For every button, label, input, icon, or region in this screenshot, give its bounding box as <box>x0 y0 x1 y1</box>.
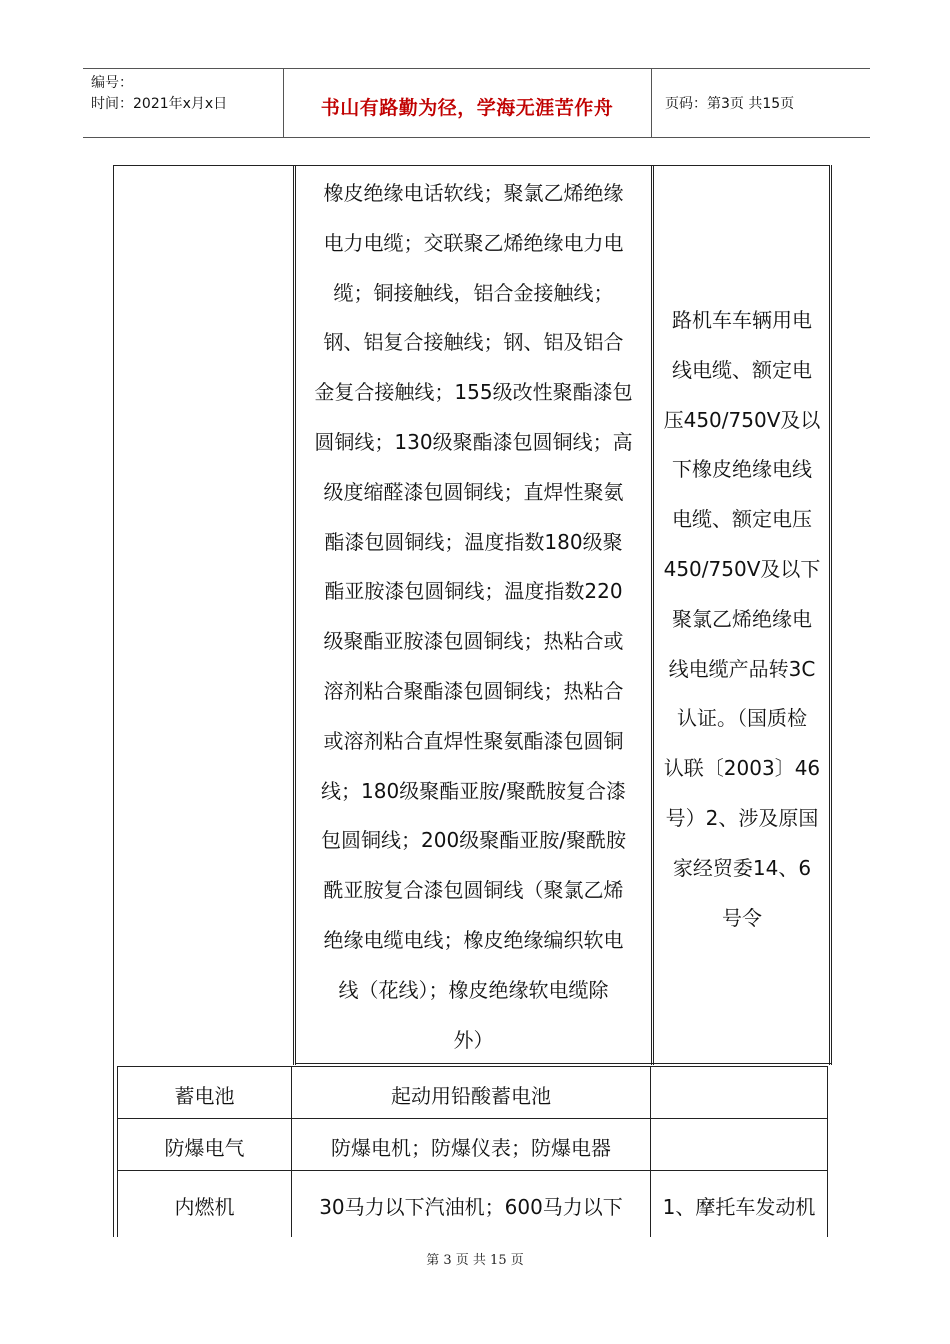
product-line: 金复合接触线；155级改性聚酯漆包 <box>314 380 633 405</box>
product-line: 圆铜线；130级聚酯漆包圆铜线；高 <box>314 429 633 454</box>
product-line: 包圆铜线；200级聚酯亚胺/聚酰胺 <box>321 828 626 853</box>
product-line: 缆；铜接触线，铝合金接触线； <box>333 280 614 305</box>
document-number-label: 编号： <box>91 75 133 91</box>
page-footer: 第 3 页 共 15 页 <box>426 1253 524 1268</box>
product-line: 线（花线）；橡皮绝缘软电缆除 <box>338 977 609 1002</box>
note-line: 下橡皮绝缘电线 <box>672 457 812 482</box>
product-line: 或溶剂粘合直焊性聚氨酯漆包圆铜 <box>323 728 624 753</box>
table-row-category: 蓄电池 <box>174 1084 235 1108</box>
product-line: 溶剂粘合聚酯漆包圆铜线；热粘合 <box>323 678 624 703</box>
note-line: 家经贸委14、6 <box>672 855 812 880</box>
table-border <box>113 165 830 166</box>
product-line: 电力电缆；交联聚乙烯绝缘电力电 <box>323 230 624 255</box>
product-line: 级聚酯亚胺漆包圆铜线；热粘合或 <box>323 629 624 654</box>
product-line: 橡皮绝缘电话软线；聚氯乙烯绝缘 <box>323 181 624 205</box>
table-border <box>117 1118 828 1119</box>
product-line: 级度缩醛漆包圆铜线；直焊性聚氨 <box>323 479 624 504</box>
note-line: 聚氯乙烯绝缘电 <box>672 606 812 631</box>
table-border <box>651 165 652 1065</box>
product-line: 外） <box>453 1027 494 1052</box>
product-line: 钢、铝复合接触线；钢、铝及铝合 <box>323 330 624 355</box>
product-list-cell <box>296 169 651 1065</box>
table-border <box>831 165 832 1065</box>
table-row-note: 1、摩托车发动机 <box>662 1195 816 1219</box>
note-line: 压450/750V及以 <box>663 407 821 432</box>
table-border <box>113 165 114 1237</box>
table-border <box>117 1066 828 1067</box>
table-row-category: 防爆电气 <box>164 1136 245 1160</box>
product-line: 酯亚胺漆包圆铜线；温度指数220 <box>324 579 623 604</box>
note-line: 号令 <box>722 905 762 930</box>
product-line: 酰亚胺复合漆包圆铜线（聚氯乙烯 <box>323 878 624 903</box>
note-line: 450/750V及以下 <box>663 556 821 581</box>
note-line: 认联〔2003〕46 <box>663 756 821 781</box>
product-line: 绝缘电缆电线；橡皮绝缘编织软电 <box>323 927 624 952</box>
table-border <box>293 165 294 1065</box>
table-row-products: 30马力以下汽油机；600马力以下 <box>319 1195 623 1219</box>
header-motto: 书山有路勤为径，学海无涯苦作舟 <box>320 97 614 119</box>
table-row-category: 内燃机 <box>174 1195 235 1219</box>
table-row-products: 起动用铅酸蓄电池 <box>391 1084 551 1108</box>
table-row-products: 防爆电机；防爆仪表；防爆电器 <box>331 1136 611 1160</box>
product-line: 酯漆包圆铜线；温度指数180级聚 <box>324 529 623 554</box>
note-line: 电缆、额定电压 <box>672 507 812 532</box>
header-page-info: 页码：第3页 共15页 <box>665 96 795 112</box>
table-border <box>117 1170 828 1171</box>
product-line: 线；180级聚酯亚胺/聚酰胺复合漆 <box>321 778 626 803</box>
note-line: 线电缆、额定电 <box>672 357 812 382</box>
note-line: 路机车车辆用电 <box>672 308 812 332</box>
document-time: 时间：2021年x月x日 <box>91 96 228 112</box>
note-cell <box>654 296 830 943</box>
note-line: 认证。（国质检 <box>677 706 807 731</box>
table-border <box>827 1066 828 1237</box>
note-line: 线电缆产品转3C <box>668 656 816 681</box>
note-line: 号）2、涉及原国 <box>665 805 819 830</box>
